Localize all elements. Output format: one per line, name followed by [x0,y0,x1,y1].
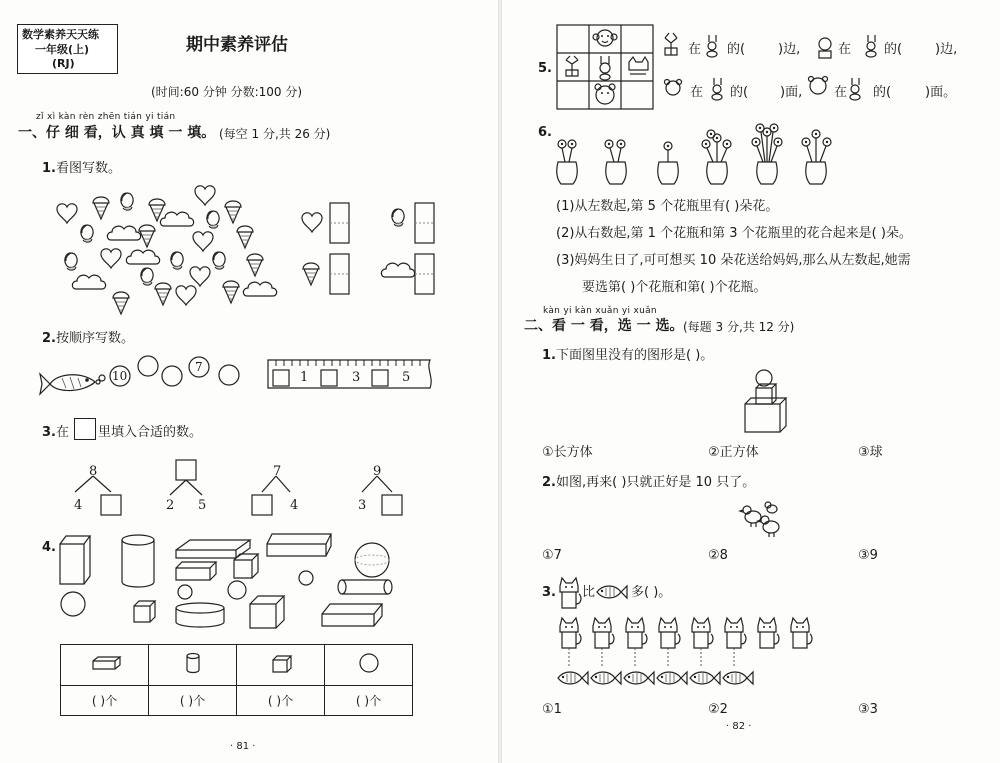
tree1-top: 8 [89,464,98,479]
fish-icon [591,672,621,684]
fish-icon [624,672,654,684]
series-grade: 一年级(上) [35,43,90,56]
q5-label: 5. [538,61,552,76]
q2-label: 2. [42,331,56,346]
q3-text-a: 在 [56,425,70,440]
series-name: 数学素养天天练 [22,28,99,41]
q2-text: 按顺序写数。 [56,331,135,346]
ruler-num-3: 3 [352,370,361,385]
count-cell-cuboid[interactable]: ( )个 [61,685,149,715]
q6-item-1[interactable]: (1)从左数起,第 5 个花瓶里有( )朵花。 [556,199,779,214]
page-title: 期中素养评估 [186,35,288,55]
section1-title: 一、仔 细 看，认 真 填 一 填。 [18,125,216,141]
fish-icon [723,672,753,684]
page-number-right: · 82 · [726,721,752,732]
fish-icon [597,586,627,598]
section1-score: (每空 1 分,共 26 分) [219,127,331,141]
cat-icon [560,578,581,608]
mc3-text-a: 比 [582,585,596,600]
q5-l1-a: 在 [688,42,702,57]
q5-l2-c[interactable]: )面, [780,85,803,100]
mc1-label: 1. [542,348,556,363]
mc2-label: 2. [542,475,556,490]
q6-item-3: (3)妈妈生日了,可可想买 10 朵花送给妈妈,那么从左数起,她需 [556,253,911,268]
time-score-info: (时间:60 分钟 分数:100 分) [151,85,303,99]
tree1-left: 4 [74,498,83,513]
q5-l2-f[interactable]: )面。 [925,85,957,100]
series-edition: (RJ) [52,57,75,70]
fish-icon [558,672,588,684]
mc3-label: 3. [542,585,556,600]
q4-label: 4. [42,540,56,555]
tree3-right: 4 [290,498,299,513]
tree2-left: 2 [166,498,175,513]
section2-pinyin: kàn yi kàn xuǎn yi xuǎn [543,306,657,316]
fish-icon [690,672,720,684]
mc2-text: 如图,再来( )只就正好是 10 只了。 [556,475,756,490]
section2-score: (每题 3 分,共 12 分) [683,320,795,334]
q3-label: 3. [42,425,56,440]
cat-icon [593,618,614,648]
mc1-option-1[interactable]: ①长方体 [542,445,593,460]
page-number-left: · 81 · [230,741,256,752]
mc3-option-1[interactable]: ①1 [542,702,562,717]
ruler-num-1: 1 [300,370,309,385]
tree2-right: 5 [198,498,207,513]
q1-text: 看图写数。 [56,161,122,176]
cat-icon [692,618,713,648]
q3-text-b: 里填入合适的数。 [98,425,203,440]
q1-label: 1. [42,161,56,176]
cat-icon [626,618,647,648]
q6-item-3b[interactable]: 要选第( )个花瓶和第( )个花瓶。 [582,280,767,295]
count-cell-sphere[interactable]: ( )个 [325,685,413,715]
mc3-text-b: 多( )。 [631,585,672,600]
bubble-7-label: 7 [195,360,203,374]
q5-l1-c[interactable]: )边, [778,42,801,57]
count-cell-cylinder[interactable]: ( )个 [149,685,237,715]
cat-icon [659,618,680,648]
count-cell-cube[interactable]: ( )个 [237,685,325,715]
q5-l1-f[interactable]: )边, [935,42,958,57]
q5-l1-e: 的( [884,42,903,57]
tree3-top: 7 [273,464,282,479]
cat-icon [791,618,812,648]
q6-item-2[interactable]: (2)从右数起,第 1 个花瓶和第 3 个花瓶里的花合起来是( )朵。 [556,226,912,241]
cat-icon [758,618,779,648]
q5-l2-a: 在 [690,85,704,100]
cat-icon [560,618,581,648]
q5-l1-d: 在 [838,42,852,57]
tree4-left: 3 [358,498,367,513]
mc3-option-3[interactable]: ③3 [858,702,878,717]
tree4-top: 9 [373,464,382,479]
fish-icon [657,672,687,684]
q5-l2-e: 的( [873,85,892,100]
bubble-10-label: 10 [112,369,128,383]
section2-title: 二、看 一 看，选 一 选。 [524,318,684,334]
mc1-option-3[interactable]: ③球 [858,445,883,460]
mc3-option-2[interactable]: ②2 [708,702,728,717]
mc1-text: 下面图里没有的图形是( )。 [556,348,714,363]
mc2-option-2[interactable]: ②8 [708,548,728,563]
mc1-option-2[interactable]: ②正方体 [708,445,759,460]
mc2-option-3[interactable]: ③9 [858,548,878,563]
q5-l2-d: 在 [834,85,848,100]
mc2-option-1[interactable]: ①7 [542,548,562,563]
q5-l1-b: 的( [727,42,746,57]
ruler-num-5: 5 [402,370,411,385]
q6-label: 6. [538,125,552,140]
section1-pinyin: zǐ xì kàn rèn zhēn tián yi tián [36,112,176,122]
q5-l2-b: 的( [730,85,749,100]
cat-icon [725,618,746,648]
